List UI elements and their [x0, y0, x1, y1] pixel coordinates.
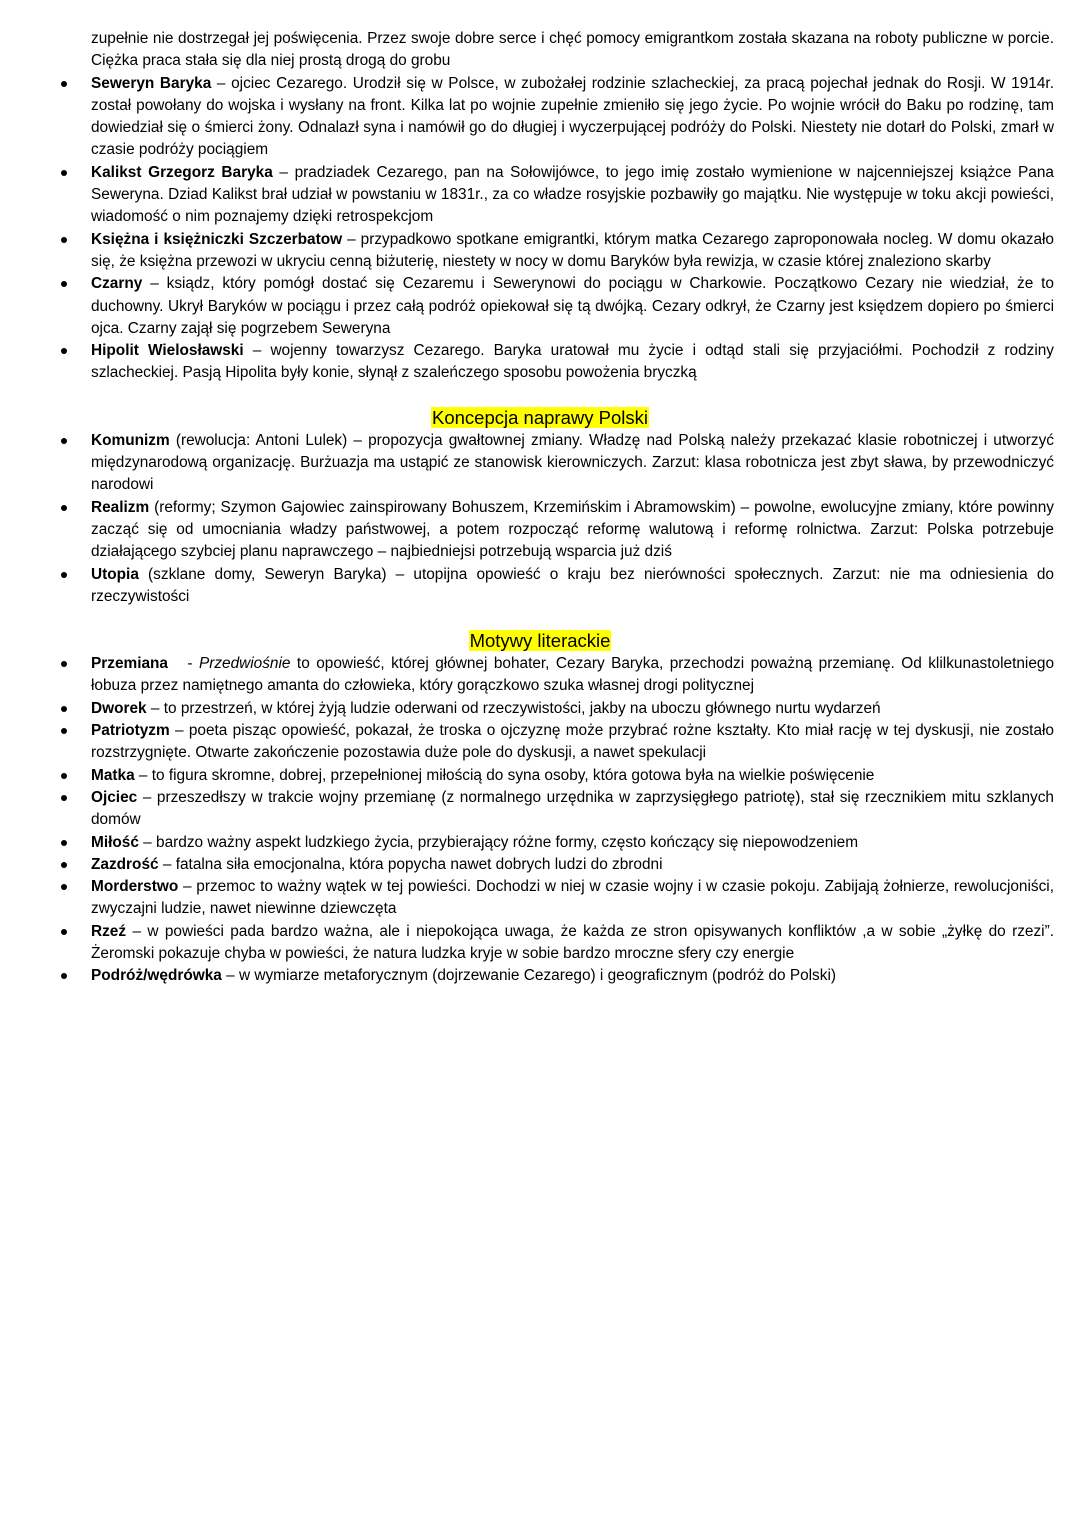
bullet-icon [61, 862, 67, 868]
bullet-icon [61, 706, 67, 712]
item-separator: – [138, 833, 157, 851]
section-heading-koncepcja [0, 406, 1080, 430]
motywy-list [0, 653, 1080, 987]
list-item [91, 876, 1054, 921]
item-separator: – [169, 722, 189, 740]
list-item [91, 698, 1054, 720]
item-term: Patriotyzm [91, 722, 170, 740]
item-term: Hipolit Wielosławski [91, 342, 244, 360]
item-term: Miłość [91, 833, 139, 851]
item-separator: – [146, 699, 164, 717]
bullet-icon [61, 840, 67, 846]
list-item [91, 430, 1054, 497]
list-item [91, 162, 1054, 229]
item-term: Przemiana [91, 655, 168, 673]
item-term: Matka [91, 766, 135, 784]
item-text: to figura skromne, dobrej, przepełnionej miłością do syna osoby, która gotowa była na wielkie poświęcenie [151, 766, 875, 784]
list-item [91, 229, 1054, 274]
item-term: Rzeź [91, 922, 127, 940]
list-item [91, 832, 1054, 854]
item-separator: – [158, 855, 176, 873]
bullet-icon [61, 795, 67, 801]
item-text: fatalna siła emocjonalna, która popycha nawet dobrych ludzi do zbrodni [175, 855, 663, 873]
item-term: Morderstwo [91, 878, 179, 896]
list-item [91, 921, 1054, 966]
bullet-icon [61, 929, 67, 935]
item-separator: – [126, 922, 148, 940]
item-term: Ojciec [91, 788, 138, 806]
item-text: (rewolucja: Antoni Lulek) – propozycja gwałtownej zmiany. Władzę nad Polską należy przekazać klasie robotniczej i utworzyć międzynarodową organizację. Burżuazja ma ustąpić ze stanowisk kierowniczych. Zarzut: klasa robotnicza jest zbyt sława, by przewodniczyć narodowi [91, 431, 1054, 494]
book-title: Przedwiośnie [198, 655, 291, 673]
item-text: bardzo ważny aspekt ludzkiego życia, przybierający różne formy, często kończący się niepowodzeniem [156, 833, 859, 851]
list-item [91, 340, 1054, 385]
item-term: Dworek [91, 699, 147, 717]
item-separator: – [243, 342, 271, 360]
list-item [91, 854, 1054, 876]
item-separator: – [142, 275, 167, 293]
item-text: w wymiarze metaforycznym (dojrzewanie Cezarego) i geograficznym (podróż do Polski) [238, 967, 836, 985]
bullet-icon [61, 505, 67, 511]
item-term: Seweryn Baryka [91, 74, 212, 92]
bullet-icon [61, 348, 67, 354]
item-term: Utopia [91, 565, 139, 583]
list-item [91, 564, 1054, 609]
bullet-icon [61, 572, 67, 578]
intro-paragraph: zupełnie nie dostrzegał jej poświęcenia. Przez swoje dobre serce i chęć pomocy emigrantkom została skazana na roboty publiczne w porcie. Ciężka praca stała się dla niej prostą drogą do grobu [91, 30, 1054, 70]
bullet-icon [61, 728, 67, 734]
section-heading-motywy [0, 629, 1080, 653]
item-text: przemoc to ważny wątek w tej powieści. Dochodzi w niej w czasie wojny i w czasie pokoju. Zabijają żołnierze, rewolucjoniści, zwyczajni ludzie, nawet niewinne dziewczęta [91, 878, 1054, 918]
item-text: ojciec Cezarego. Urodził się w Polsce, w zubożałej rodzinie szlacheckiej, za pracą pojechał jednak do Rosji. W 1914r. został powołany do wojska i wysłany na front. Kilka lat po wojnie zupełnie zmieniło się jego życie. Po wojnie wrócił do Baku po rodzinę, tam dowiedział się o śmierci żony. Odnalazł syna i namówił go do długiej i wyczerpującej podróży do Polski. Niestety nie dotarł do Polski, zmarł w czasie podróży pociągiem [91, 74, 1054, 159]
list-item [91, 497, 1054, 564]
list-item [91, 720, 1054, 765]
bullet-icon [61, 973, 67, 979]
list-item [91, 653, 1054, 698]
item-text: przypadkowo spotkane emigrantki, którym matka Cezarego zaproponowała nocleg. W domu okazało się, że księżna przewozi w ukryciu cenną biżuterię, niestety w nocy w domu Baryków była rewizja, w czasie której znaleziono skarby [91, 230, 1054, 270]
characters-list [0, 73, 1080, 385]
item-text: w powieści pada bardzo ważna, ale i niepokojąca uwaga, że każda ze stron opisywanych konfliktów ,a w sobie „żyłkę do rzezi”. Żeromski pokazuje chyba w powieści, że natura ludzka kryje w sobie bardzo mroczne sfery czy energie [91, 922, 1054, 962]
item-text: (reformy; Szymon Gajowiec zainspirowany Bohuszem, Krzemińskim i Abramowskim) – powolne, ewolucyjne zmiany, które powinny zacząć się od umocniania władzy państwowej, a potem rozpocząć reformę walutową i reformę rolnictwa. Zarzut: Polska potrzebuje działającego szybciej planu naprawczego – najbiedniejsi potrzebują wsparcia już dziś [91, 498, 1054, 561]
item-text: poeta pisząc opowieść, pokazał, że troska o ojczyznę może przybrać rożne kształty. Kto miał rację w tej dyskusji, nie zostało rozstrzygnięte. Otwarte zakończenie pozostawia duże pole do dyskusji, a nawet spekulacji [91, 722, 1054, 762]
list-item [91, 965, 1054, 987]
list-item [91, 273, 1054, 340]
item-term: Księżna i księżniczki Szczerbatow [91, 230, 343, 248]
bullet-icon [61, 81, 67, 87]
document-page [0, 28, 1080, 988]
item-term: Realizm [91, 498, 150, 516]
item-term: Kalikst Grzegorz Baryka [91, 163, 273, 181]
item-separator: – [342, 230, 361, 248]
list-item [91, 787, 1054, 832]
item-text: (szklane domy, Seweryn Baryka) – utopijna opowieść o kraju bez nierówności społecznych. Zarzut: nie ma odniesienia do rzeczywistości [91, 565, 1054, 605]
item-text: przeszedłszy w trakcie wojny przemianę (z normalnego urzędnika w zaprzysięgłego patriotę), stał się rzecznikiem mitu szklanych domów [91, 788, 1054, 829]
item-term: Zazdrość [91, 855, 159, 873]
bullet-icon [61, 170, 67, 176]
item-text: wojenny towarzysz Cezarego. Baryka uratował mu życie i odtąd stali się przyjaciółmi. Pochodził z rodziny szlacheckiej. Pasją Hipolita były konie, słynął z szaleńczego sposobu powożenia bryczką [91, 342, 1055, 382]
bullet-icon [61, 237, 67, 243]
item-separator: – [272, 163, 295, 181]
item-separator: – [134, 766, 152, 784]
item-separator: - [168, 655, 199, 673]
item-term: Komunizm [91, 431, 170, 449]
bullet-icon [61, 884, 67, 890]
item-term: Podróż/wędrówka [91, 967, 222, 985]
item-separator: – [221, 967, 239, 985]
list-item [91, 765, 1054, 787]
item-text: pradziadek Cezarego, pan na Sołowijówce, to jego imię zostało wymienione w najcenniejszej książce Pana Seweryna. Dziad Kalikst brał udział w powstaniu w 1831r., za co władze rosyjskie pozbawiły go majątku. Nie występuje w toku akcji powieści, wiadomość o nim poznajemy dzięki retrospekcjom [91, 163, 1054, 226]
bullet-icon [61, 438, 67, 444]
list-item [91, 73, 1054, 162]
item-separator: – [178, 878, 197, 896]
item-separator: – [137, 788, 157, 806]
heading-highlight: Motywy literackie [469, 630, 611, 652]
item-text: to opowieść, której głównej bohater, Cezary Baryka, przechodzi poważną przemianę. Od klilkunastoletniego łobuza przez namiętnego amanta do człowieka, który gorączkowo szuka własnej drogi politycznej [91, 655, 1055, 695]
item-text: to przestrzeń, w której żyją ludzie oderwani od rzeczywistości, jakby na uboczu głównego nurtu wydarzeń [163, 699, 881, 717]
bullet-icon [61, 281, 67, 287]
koncepcja-list [0, 430, 1080, 608]
item-separator: – [211, 74, 232, 92]
item-text: ksiądz, który pomógł dostać się Cezaremu i Sewerynowi do pociągu w Charkowie. Początkowo Cezary nie wiedział, że to duchowny. Ukrył Baryków w pociągu i przez całą podróż opiekował się tą dwójką. Cezary odkrył, że Czarny jest księdzem dopiero po śmierci ojca. Czarny zajął się pogrzebem Seweryna [91, 275, 1054, 337]
item-term: Czarny [91, 275, 143, 293]
heading-highlight: Koncepcja naprawy Polski [432, 406, 648, 428]
bullet-icon [61, 661, 67, 667]
bullet-icon [61, 773, 67, 779]
